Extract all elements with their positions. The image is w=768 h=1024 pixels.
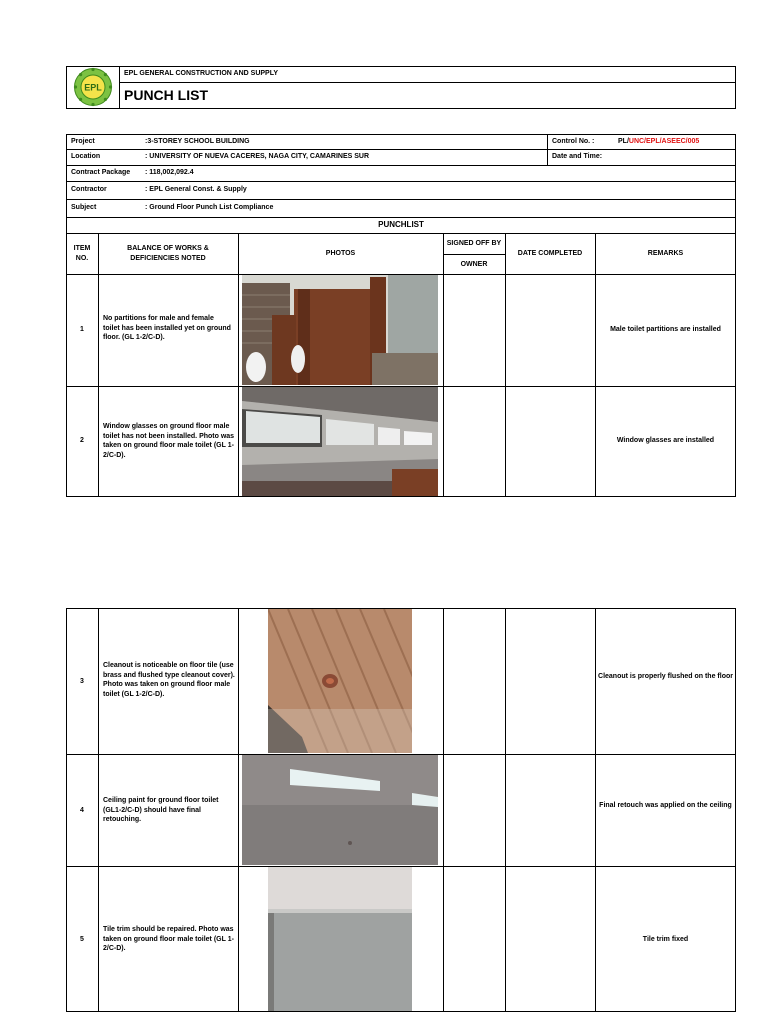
company-name: EPL GENERAL CONSTRUCTION AND SUPPLY [124,70,279,77]
item-description-4: Ceiling paint for ground floor toilet (GL1-2/C-D) should have final retouching. [103,797,219,823]
date-time-label: Date and Time: [552,153,603,160]
project-value: :3-STOREY SCHOOL BUILDING [145,138,250,145]
info-col-line [547,134,548,165]
header-company-line [119,82,736,83]
item-description-2: Window glasses on ground floor male toilet has not been installed. Photo was taken on ground floor male toilet (GL 1-2/C-D). [103,423,235,459]
contractor-label: Contractor [71,186,107,193]
ceiling-photo [242,755,438,865]
company-logo [73,67,113,107]
header-right-rule [660,82,736,83]
punch-col [595,233,596,497]
col-signed-off-by: SIGNED OFF BY [446,240,502,247]
control-value: UNC/EPL/ASEEC/005 [628,138,700,145]
contractor-value: : EPL General Const. & Supply [145,186,247,193]
project-label: Project [71,138,95,145]
punch-col [98,233,99,497]
punch-col [595,608,596,1012]
cleanout-photo [268,609,412,753]
col-balance: BALANCE OF WORKS & DEFICIENCIES NOTED [127,245,209,262]
header-divider [119,66,120,109]
col-item-no: ITEM NO. [73,245,91,262]
remarks-3: Cleanout is properly flushed on the floor [598,673,733,680]
punch-col [505,608,506,1012]
punch-col [505,233,506,497]
col-remarks: REMARKS [647,250,684,257]
tile-trim-photo [268,867,412,1011]
item-description-5: Tile trim should be repaired. Photo was taken on ground floor male toilet (GL 1-2/C-D). [103,926,234,952]
info-row-line [66,199,736,200]
remarks-2: Window glasses are installed [616,437,715,444]
location-value: : UNIVERSITY OF NUEVA CACERES, NAGA CITY, CAMARINES SUR [145,153,370,160]
item-description-3: Cleanout is noticeable on floor tile (use brass and flushed type cleanout cover). Photo was taken on ground floor male toilet (GL 1-2/C-D). [103,662,235,698]
info-row-line [66,181,736,182]
control-number [618,138,699,145]
item-description-1: No partitions for male and female toilet has been installed yet on ground floor. (GL 1-2/C-D). [103,315,231,341]
control-label: Control No. : [552,138,595,145]
page-title: PUNCH LIST [124,87,208,103]
subject-value: : Ground Floor Punch List Compliance [145,204,274,211]
remarks-4: Final retouch was applied on the ceiling [599,802,732,809]
punch-col [238,608,239,1012]
punch-col [443,608,444,1012]
col-owner: OWNER [460,261,488,268]
item-no-1: 1 [80,326,84,333]
control-prefix: PL/ [618,138,629,145]
punch-line [66,233,736,234]
subject-label: Subject [71,204,97,211]
punch-col [98,608,99,1012]
toilet-partitions-photo [242,275,438,385]
location-label: Location [71,153,101,160]
svg-text:EPL: EPL [84,82,102,93]
punch-col [238,233,239,497]
punch-col [443,233,444,497]
item-no-3: 3 [80,678,84,685]
contract-value: : 118,002,092.4 [145,169,194,176]
punch-line [443,254,505,255]
item-no-2: 2 [80,437,84,444]
window-glasses-photo [242,387,438,496]
contract-label: Contract Package [71,169,131,176]
item-no-4: 4 [80,807,84,814]
item-no-5: 5 [80,936,84,943]
col-date-completed: DATE COMPLETED [517,250,583,257]
info-row-line [66,149,736,150]
punchlist-title: PUNCHLIST [378,220,424,229]
remarks-5: Tile trim fixed [642,936,689,943]
col-photos: PHOTOS [325,250,356,257]
info-row-line [66,165,736,166]
remarks-1: Male toilet partitions are installed [610,326,721,333]
